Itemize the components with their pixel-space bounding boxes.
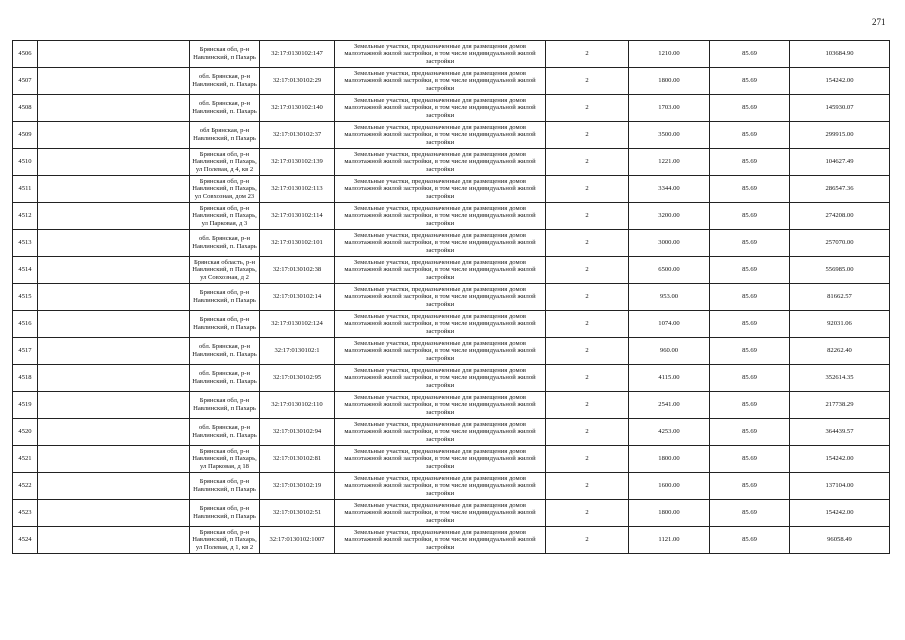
land-use-cell: Земельные участки, предназначенные для размещения домов малоэтажной жилой застройки, в том числе индивидуальной жилой застройки [335,122,546,149]
address-cell: Брянская обл, р-н Навлинский, п Пахарь [190,500,260,527]
specific-value-cell: 85.69 [710,446,790,473]
category-cell: 2 [546,338,629,365]
row-number-cell: 4521 [13,446,38,473]
row-number-cell: 4514 [13,257,38,284]
specific-value-cell: 85.69 [710,257,790,284]
address-cell: Брянская обл, р-н Навлинский, п Пахарь, ул Полевая, д 4, кв 2 [190,149,260,176]
cadastral-number-cell: 32:17:0130102:29 [260,68,335,95]
empty-cell [38,176,190,203]
cadastral-value-cell: 257070.00 [790,230,890,257]
table-row [13,284,890,311]
empty-cell [38,419,190,446]
address-cell: Брянская обл, р-н Навлинский, п Пахарь [190,284,260,311]
cadastral-number-cell: 32:17:0130102:1007 [260,527,335,554]
row-number-cell: 4516 [13,311,38,338]
empty-cell [38,122,190,149]
cadastral-number-cell: 32:17:0130102:110 [260,392,335,419]
area-cell: 2541.00 [629,392,710,419]
cadastral-value-cell: 96058.49 [790,527,890,554]
area-cell: 6500.00 [629,257,710,284]
row-number-cell: 4511 [13,176,38,203]
address-cell: Брянская обл, р-н Навлинский, п Пахарь [190,473,260,500]
cadastral-number-cell: 32:17:0130102:38 [260,257,335,284]
area-cell: 960.00 [629,338,710,365]
empty-cell [38,95,190,122]
cadastral-value-cell: 274208.00 [790,203,890,230]
table-row [13,203,890,230]
cadastral-value-cell: 92031.06 [790,311,890,338]
category-cell: 2 [546,203,629,230]
category-cell: 2 [546,68,629,95]
specific-value-cell: 85.69 [710,68,790,95]
table-row [13,365,890,392]
row-number-cell: 4520 [13,419,38,446]
empty-cell [38,527,190,554]
table-row [13,419,890,446]
area-cell: 1600.00 [629,473,710,500]
table-row [13,473,890,500]
category-cell: 2 [546,473,629,500]
area-cell: 1221.00 [629,149,710,176]
address-cell: обл. Брянская, р-н Навлинский, п. Пахарь [190,230,260,257]
cadastral-number-cell: 32:17:0130102:37 [260,122,335,149]
cadastral-value-cell: 154242.00 [790,446,890,473]
cadastral-value-cell: 364439.57 [790,419,890,446]
category-cell: 2 [546,419,629,446]
row-number-cell: 4524 [13,527,38,554]
empty-cell [38,392,190,419]
empty-cell [38,500,190,527]
category-cell: 2 [546,122,629,149]
category-cell: 2 [546,500,629,527]
empty-cell [38,257,190,284]
land-use-cell: Земельные участки, предназначенные для размещения домов малоэтажной жилой застройки, в том числе индивидуальной жилой застройки [335,419,546,446]
category-cell: 2 [546,176,629,203]
table-row [13,338,890,365]
specific-value-cell: 85.69 [710,230,790,257]
table-row [13,527,890,554]
area-cell: 4115.00 [629,365,710,392]
address-cell: Брянская обл, р-н Навлинский, п Пахарь [190,41,260,68]
address-cell: обл Брянская, р-н Навлинский, п Пахарь [190,122,260,149]
land-use-cell: Земельные участки, предназначенные для размещения домов малоэтажной жилой застройки, в том числе индивидуальной жилой застройки [335,446,546,473]
address-cell: Брянская обл, р-н Навлинский, п Пахарь [190,392,260,419]
row-number-cell: 4522 [13,473,38,500]
address-cell: Брянская обл, р-н Навлинский, п Пахарь, ул Полевая, д 1, кв 2 [190,527,260,554]
row-number-cell: 4512 [13,203,38,230]
table-row [13,446,890,473]
land-use-cell: Земельные участки, предназначенные для размещения домов малоэтажной жилой застройки, в том числе индивидуальной жилой застройки [335,230,546,257]
address-cell: обл. Брянская, р-н Навлинский, п. Пахарь [190,68,260,95]
category-cell: 2 [546,392,629,419]
specific-value-cell: 85.69 [710,311,790,338]
cadastral-number-cell: 32:17:0130102:95 [260,365,335,392]
area-cell: 3344.00 [629,176,710,203]
specific-value-cell: 85.69 [710,527,790,554]
specific-value-cell: 85.69 [710,500,790,527]
land-use-cell: Земельные участки, предназначенные для размещения домов малоэтажной жилой застройки, в том числе индивидуальной жилой застройки [335,338,546,365]
row-number-cell: 4509 [13,122,38,149]
row-number-cell: 4518 [13,365,38,392]
address-cell: обл. Брянская, р-н Навлинский, п. Пахарь [190,95,260,122]
cadastral-number-cell: 32:17:0130102:101 [260,230,335,257]
category-cell: 2 [546,365,629,392]
empty-cell [38,230,190,257]
cadastral-value-cell: 154242.00 [790,68,890,95]
cadastral-value-cell: 217738.29 [790,392,890,419]
specific-value-cell: 85.69 [710,284,790,311]
land-use-cell: Земельные участки, предназначенные для размещения домов малоэтажной жилой застройки, в том числе индивидуальной жилой застройки [335,527,546,554]
table-row [13,41,890,68]
table-row [13,122,890,149]
address-cell: обл. Брянская, р-н Навлинский, п. Пахарь [190,338,260,365]
table-row [13,257,890,284]
cadastral-number-cell: 32:17:0130102:147 [260,41,335,68]
table-row [13,149,890,176]
cadastral-value-cell: 286547.36 [790,176,890,203]
empty-cell [38,41,190,68]
land-use-cell: Земельные участки, предназначенные для размещения домов малоэтажной жилой застройки, в том числе индивидуальной жилой застройки [335,149,546,176]
specific-value-cell: 85.69 [710,149,790,176]
table-body [13,41,890,554]
land-use-cell: Земельные участки, предназначенные для размещения домов малоэтажной жилой застройки, в том числе индивидуальной жилой застройки [335,500,546,527]
table-row [13,230,890,257]
address-cell: Брянская обл, р-н Навлинский, п Пахарь, ул Парковая, д 3 [190,203,260,230]
category-cell: 2 [546,284,629,311]
cadastral-value-cell: 145930.07 [790,95,890,122]
area-cell: 1800.00 [629,446,710,473]
specific-value-cell: 85.69 [710,95,790,122]
specific-value-cell: 85.69 [710,41,790,68]
specific-value-cell: 85.69 [710,176,790,203]
cadastral-number-cell: 32:17:0130102:1 [260,338,335,365]
land-use-cell: Земельные участки, предназначенные для размещения домов малоэтажной жилой застройки, в том числе индивидуальной жилой застройки [335,365,546,392]
category-cell: 2 [546,149,629,176]
cadastral-value-cell: 299915.00 [790,122,890,149]
cadastral-number-cell: 32:17:0130102:19 [260,473,335,500]
cadastral-number-cell: 32:17:0130102:113 [260,176,335,203]
area-cell: 1210.00 [629,41,710,68]
category-cell: 2 [546,230,629,257]
row-number-cell: 4519 [13,392,38,419]
area-cell: 1074.00 [629,311,710,338]
cadastral-value-cell: 82262.40 [790,338,890,365]
category-cell: 2 [546,446,629,473]
empty-cell [38,68,190,95]
land-use-cell: Земельные участки, предназначенные для размещения домов малоэтажной жилой застройки, в том числе индивидуальной жилой застройки [335,41,546,68]
address-cell: Брянская обл, р-н Навлинский, п Пахарь, ул Совхозная, дом 23 [190,176,260,203]
cadastral-value-cell: 352614.35 [790,365,890,392]
cadastral-number-cell: 32:17:0130102:139 [260,149,335,176]
row-number-cell: 4515 [13,284,38,311]
category-cell: 2 [546,257,629,284]
cadastral-value-cell: 104627.49 [790,149,890,176]
specific-value-cell: 85.69 [710,338,790,365]
row-number-cell: 4507 [13,68,38,95]
specific-value-cell: 85.69 [710,392,790,419]
empty-cell [38,284,190,311]
specific-value-cell: 85.69 [710,122,790,149]
empty-cell [38,365,190,392]
cadastral-value-cell: 137104.00 [790,473,890,500]
row-number-cell: 4523 [13,500,38,527]
land-use-cell: Земельные участки, предназначенные для размещения домов малоэтажной жилой застройки, в том числе индивидуальной жилой застройки [335,203,546,230]
specific-value-cell: 85.69 [710,203,790,230]
address-cell: Брянская обл, р-н Навлинский, п Пахарь [190,311,260,338]
cadastral-number-cell: 32:17:0130102:114 [260,203,335,230]
area-cell: 4253.00 [629,419,710,446]
empty-cell [38,203,190,230]
land-use-cell: Земельные участки, предназначенные для размещения домов малоэтажной жилой застройки, в том числе индивидуальной жилой застройки [335,311,546,338]
table-row [13,95,890,122]
address-cell: Брянская область, р-н Навлинский, п Пахарь, ул Совхозная, д 2 [190,257,260,284]
page-number: 271 [872,17,886,27]
empty-cell [38,446,190,473]
row-number-cell: 4506 [13,41,38,68]
category-cell: 2 [546,311,629,338]
cadastral-number-cell: 32:17:0130102:124 [260,311,335,338]
land-use-cell: Земельные участки, предназначенные для размещения домов малоэтажной жилой застройки, в том числе индивидуальной жилой застройки [335,392,546,419]
address-cell: обл. Брянская, р-н Навлинский, п. Пахарь [190,419,260,446]
area-cell: 3500.00 [629,122,710,149]
cadastral-value-cell: 154242.00 [790,500,890,527]
category-cell: 2 [546,95,629,122]
area-cell: 3000.00 [629,230,710,257]
category-cell: 2 [546,527,629,554]
cadastral-number-cell: 32:17:0130102:14 [260,284,335,311]
address-cell: Брянская обл, р-н Навлинский, п Пахарь, ул Парковая, д 18 [190,446,260,473]
table-row [13,392,890,419]
row-number-cell: 4510 [13,149,38,176]
land-use-cell: Земельные участки, предназначенные для размещения домов малоэтажной жилой застройки, в том числе индивидуальной жилой застройки [335,257,546,284]
cadastral-number-cell: 32:17:0130102:51 [260,500,335,527]
area-cell: 1800.00 [629,68,710,95]
cadastral-value-cell: 103684.90 [790,41,890,68]
cadastral-value-cell: 556985.00 [790,257,890,284]
empty-cell [38,311,190,338]
area-cell: 1800.00 [629,500,710,527]
category-cell: 2 [546,41,629,68]
cadastral-number-cell: 32:17:0130102:94 [260,419,335,446]
area-cell: 1121.00 [629,527,710,554]
specific-value-cell: 85.69 [710,365,790,392]
empty-cell [38,149,190,176]
row-number-cell: 4517 [13,338,38,365]
cadastral-number-cell: 32:17:0130102:81 [260,446,335,473]
area-cell: 3200.00 [629,203,710,230]
land-use-cell: Земельные участки, предназначенные для размещения домов малоэтажной жилой застройки, в том числе индивидуальной жилой застройки [335,176,546,203]
area-cell: 953.00 [629,284,710,311]
land-use-cell: Земельные участки, предназначенные для размещения домов малоэтажной жилой застройки, в том числе индивидуальной жилой застройки [335,95,546,122]
table-row [13,311,890,338]
specific-value-cell: 85.69 [710,419,790,446]
table-row [13,176,890,203]
land-use-cell: Земельные участки, предназначенные для размещения домов малоэтажной жилой застройки, в том числе индивидуальной жилой застройки [335,473,546,500]
cadastral-number-cell: 32:17:0130102:140 [260,95,335,122]
empty-cell [38,338,190,365]
empty-cell [38,473,190,500]
land-use-cell: Земельные участки, предназначенные для размещения домов малоэтажной жилой застройки, в том числе индивидуальной жилой застройки [335,284,546,311]
land-use-cell: Земельные участки, предназначенные для размещения домов малоэтажной жилой застройки, в том числе индивидуальной жилой застройки [335,68,546,95]
row-number-cell: 4513 [13,230,38,257]
cadastral-value-table [12,40,890,554]
cadastral-value-cell: 81662.57 [790,284,890,311]
area-cell: 1703.00 [629,95,710,122]
table-row [13,500,890,527]
specific-value-cell: 85.69 [710,473,790,500]
table-row [13,68,890,95]
address-cell: обл. Брянская, р-н Навлинский, п. Пахарь [190,365,260,392]
row-number-cell: 4508 [13,95,38,122]
